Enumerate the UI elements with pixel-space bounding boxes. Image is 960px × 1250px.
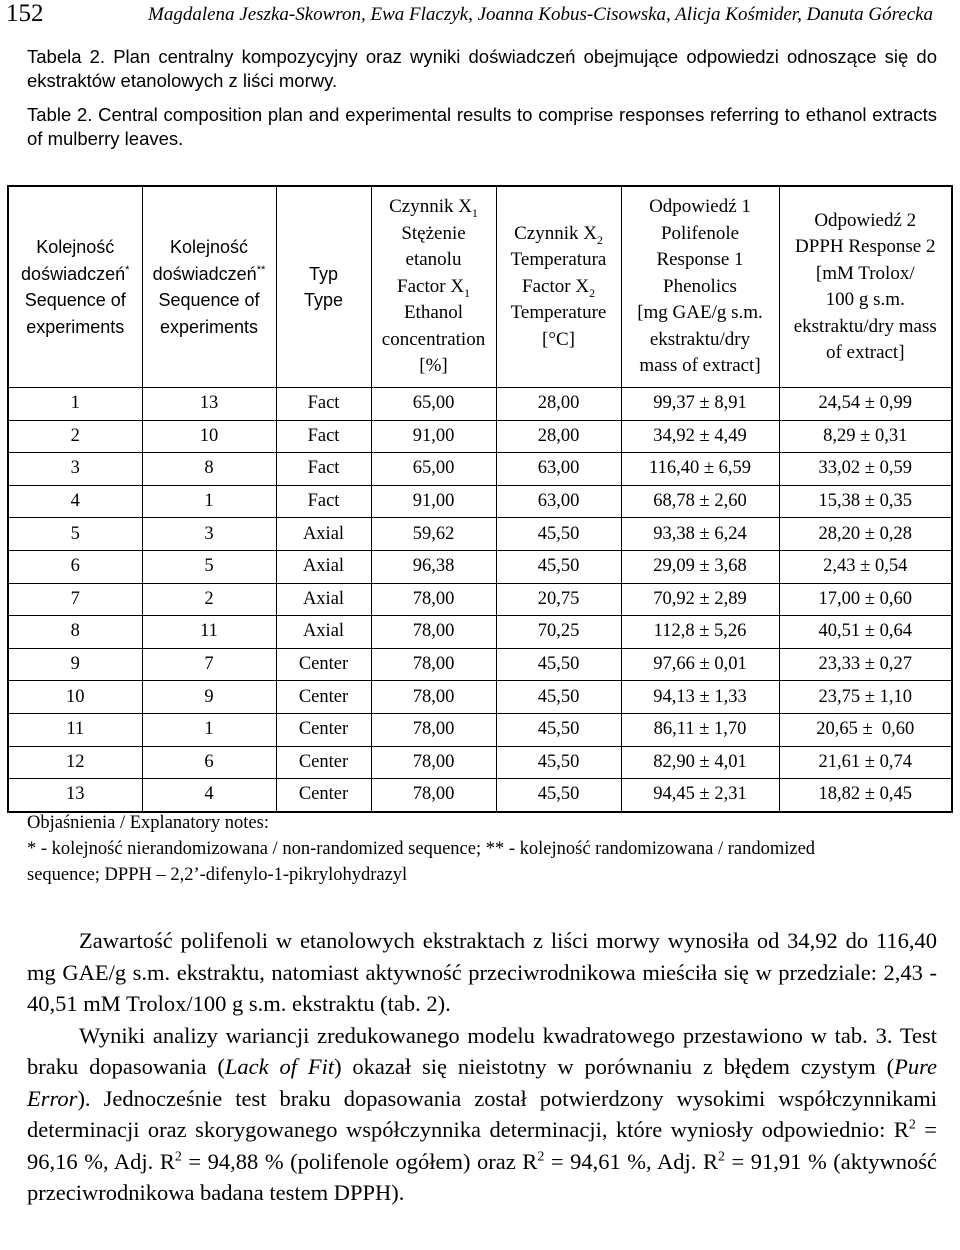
table-row xyxy=(8,681,952,714)
table-cell: 4 xyxy=(142,779,276,812)
table-cell: 3 xyxy=(8,453,142,486)
table-cell: 11 xyxy=(142,616,276,649)
table-cell: 29,09 ± 3,68 xyxy=(621,550,779,583)
table-cell: Center xyxy=(276,713,371,746)
table-row xyxy=(8,779,952,812)
table-cell: 78,00 xyxy=(371,779,496,812)
table-cell: 94,13 ± 1,33 xyxy=(621,681,779,714)
table-row xyxy=(8,746,952,779)
table-cell: 94,45 ± 2,31 xyxy=(621,779,779,812)
notes-line-2: sequence; DPPH – 2,2’-difenylo-1-pikrylohydrazyl xyxy=(27,865,408,885)
table-cell: 13 xyxy=(8,779,142,812)
table-cell: 70,92 ± 2,89 xyxy=(621,583,779,616)
table-cell: Fact xyxy=(276,453,371,486)
table-cell: 112,8 ± 5,26 xyxy=(621,616,779,649)
table-row xyxy=(8,713,952,746)
table-row xyxy=(8,485,952,518)
notes-title: Objaśnienia / Explanatory notes: xyxy=(27,813,269,833)
table-cell: 6 xyxy=(142,746,276,779)
table-cell: 28,00 xyxy=(496,388,621,421)
table-cell: 63,00 xyxy=(496,453,621,486)
table-cell: 20,75 xyxy=(496,583,621,616)
table-cell: 33,02 ± 0,59 xyxy=(779,453,952,486)
table-row xyxy=(8,453,952,486)
paragraph-2: Wyniki analizy wariancji zredukowanego modelu kwadratowego przestawiono w tab. 3. Test braku dopasowania (Lack of Fit) okazał się nieistotny w porównaniu z błędem czystym (Pure Error). Jednocześnie test braku dopasowania został potwierdzony wysokimi współczynnikami determinacji oraz skorygowanego współczynnika determinacji, które wyniosły odpowiednio: $R^2 = 96,16$ %, Adj. $R^2 = 94,88$ % (polifenole ogółem) oraz $R^2 = 94,61$ %, Adj. $R^2 = 91,91$ % (aktywność przeciwrodnikowa badana testem DPPH). xyxy=(27,1022,938,1205)
table-row xyxy=(8,550,952,583)
table-cell: Axial xyxy=(276,518,371,551)
table-cell: 1 xyxy=(142,713,276,746)
page-number: 152 xyxy=(6,0,44,27)
table-cell: 8,29 ± 0,31 xyxy=(779,420,952,453)
table-cell: 5 xyxy=(142,550,276,583)
running-head-authors: Magdalena Jeszka-Skowron, Ewa Flaczyk, Joanna Kobus-Cisowska, Alicja Kośmider, Danuta Górecka xyxy=(148,4,934,25)
table-cell: 11 xyxy=(8,713,142,746)
table-cell: 97,66 ± 0,01 xyxy=(621,648,779,681)
table-cell: 2,43 ± 0,54 xyxy=(779,550,952,583)
table-cell: 91,00 xyxy=(371,485,496,518)
table-cell: 1 xyxy=(8,388,142,421)
table-cell: 28,20 ± 0,28 xyxy=(779,518,952,551)
table-cell: 96,38 xyxy=(371,550,496,583)
table-cell: 2 xyxy=(142,583,276,616)
header-factor-x2: Czynnik $X_2$ Temperatura Factor $X_2$ Temperature [°C] xyxy=(496,186,621,388)
header-factor-x1: Czynnik $X_1$ Stężenie etanolu Factor $X_1$ Ethanol concentration [%] xyxy=(371,186,496,388)
header-response-1: Odpowiedź 1 Polifenole Response 1 Phenolics [mg GAE/g s.m. ekstraktu/dry mass of extract] xyxy=(621,186,779,388)
table-cell: 78,00 xyxy=(371,746,496,779)
table-cell: 65,00 xyxy=(371,453,496,486)
table-cell: 17,00 ± 0,60 xyxy=(779,583,952,616)
table-cell: 45,50 xyxy=(496,681,621,714)
table-cell: Axial xyxy=(276,616,371,649)
table-caption-polish: Tabela 2. Plan centralny kompozycyjny oraz wyniki doświadczeń obejmujące odpowiedzi odnoszące się do ekstraktów etanolowych z liści morwy. xyxy=(27,46,937,91)
table-cell: Center xyxy=(276,648,371,681)
results-table xyxy=(7,185,953,813)
table-cell: Center xyxy=(276,746,371,779)
table-cell: 1 xyxy=(142,485,276,518)
table-cell: 13 xyxy=(142,388,276,421)
body-text xyxy=(27,925,937,1209)
table-cell: 21,61 ± 0,74 xyxy=(779,746,952,779)
table-cell: Axial xyxy=(276,583,371,616)
table-cell: Fact xyxy=(276,420,371,453)
table-cell: 3 xyxy=(142,518,276,551)
table-cell: 8 xyxy=(142,453,276,486)
table-cell: 7 xyxy=(142,648,276,681)
table-row xyxy=(8,420,952,453)
table-caption-english: Table 2. Central composition plan and experimental results to comprise responses referring to ethanol extracts of mulberry leaves. xyxy=(27,104,937,149)
table-cell: 86,11 ± 1,70 xyxy=(621,713,779,746)
table-row xyxy=(8,583,952,616)
table-row xyxy=(8,388,952,421)
table-cell: 9 xyxy=(8,648,142,681)
table-cell: 12 xyxy=(8,746,142,779)
table-cell: 45,50 xyxy=(496,518,621,551)
table-cell: 78,00 xyxy=(371,583,496,616)
table-cell: 23,75 ± 1,10 xyxy=(779,681,952,714)
table-row xyxy=(8,518,952,551)
table-cell: 99,37 ± 8,91 xyxy=(621,388,779,421)
table-cell: Center xyxy=(276,681,371,714)
table-cell: 59,62 xyxy=(371,518,496,551)
table-cell: Fact xyxy=(276,388,371,421)
paragraph-1: Zawartość polifenoli w etanolowych ekstraktach z liści morwy wynosiła od 34,92 do 116,40 mg GAE/g s.m. ekstraktu, natomiast aktywność przeciwrodnikowa mieściła się w przedziale: 2,43 - 40,51 mM Trolox/100 g s.m. ekstraktu (tab. 2). xyxy=(27,928,937,1016)
table-header-row xyxy=(8,186,952,388)
table-cell: 10 xyxy=(8,681,142,714)
table-cell: 9 xyxy=(142,681,276,714)
table-cell: 78,00 xyxy=(371,648,496,681)
table-body xyxy=(8,388,952,812)
table-cell: 18,82 ± 0,45 xyxy=(779,779,952,812)
header-sequence-nonrandom: Kolejność doświadczeń* Sequence of experiments xyxy=(8,186,142,388)
table-cell: 6 xyxy=(8,550,142,583)
page-header xyxy=(0,0,960,34)
table-cell: 10 xyxy=(142,420,276,453)
table-cell: 78,00 xyxy=(371,681,496,714)
explanatory-notes xyxy=(27,810,937,888)
table-cell: 93,38 ± 6,24 xyxy=(621,518,779,551)
table-cell: 7 xyxy=(8,583,142,616)
table-cell: 20,65 ± 0,60 xyxy=(779,713,952,746)
table-cell: 45,50 xyxy=(496,779,621,812)
table-cell: Axial xyxy=(276,550,371,583)
table-cell: 63,00 xyxy=(496,485,621,518)
table-cell: 45,50 xyxy=(496,713,621,746)
table-cell: 4 xyxy=(8,485,142,518)
table-cell: 40,51 ± 0,64 xyxy=(779,616,952,649)
header-sequence-random: Kolejność doświadczeń** Sequence of experiments xyxy=(142,186,276,388)
header-type: Typ Type xyxy=(276,186,371,388)
table-row xyxy=(8,648,952,681)
table-cell: 45,50 xyxy=(496,648,621,681)
table-cell: 68,78 ± 2,60 xyxy=(621,485,779,518)
table-cell: 91,00 xyxy=(371,420,496,453)
notes-line-1: * - kolejność nierandomizowana / non-randomized sequence; ** - kolejność randomizowana / randomized xyxy=(27,839,816,859)
table-cell: Center xyxy=(276,779,371,812)
table-cell: 45,50 xyxy=(496,746,621,779)
table-cell: 24,54 ± 0,99 xyxy=(779,388,952,421)
table-cell: 45,50 xyxy=(496,550,621,583)
table-cell: 28,00 xyxy=(496,420,621,453)
table-cell: 8 xyxy=(8,616,142,649)
table-cell: 116,40 ± 6,59 xyxy=(621,453,779,486)
table-cell: 23,33 ± 0,27 xyxy=(779,648,952,681)
table-cell: 82,90 ± 4,01 xyxy=(621,746,779,779)
header-response-2: Odpowiedź 2 DPPH Response 2 [mM Trolox/ 100 g s.m. ekstraktu/dry mass of extract] xyxy=(779,186,952,388)
table-cell: 78,00 xyxy=(371,616,496,649)
table-cell: 70,25 xyxy=(496,616,621,649)
table-cell: 5 xyxy=(8,518,142,551)
table-cell: 65,00 xyxy=(371,388,496,421)
table-row xyxy=(8,616,952,649)
table-cell: 2 xyxy=(8,420,142,453)
table-cell: 78,00 xyxy=(371,713,496,746)
table-cell: Fact xyxy=(276,485,371,518)
table-cell: 34,92 ± 4,49 xyxy=(621,420,779,453)
table-cell: 15,38 ± 0,35 xyxy=(779,485,952,518)
